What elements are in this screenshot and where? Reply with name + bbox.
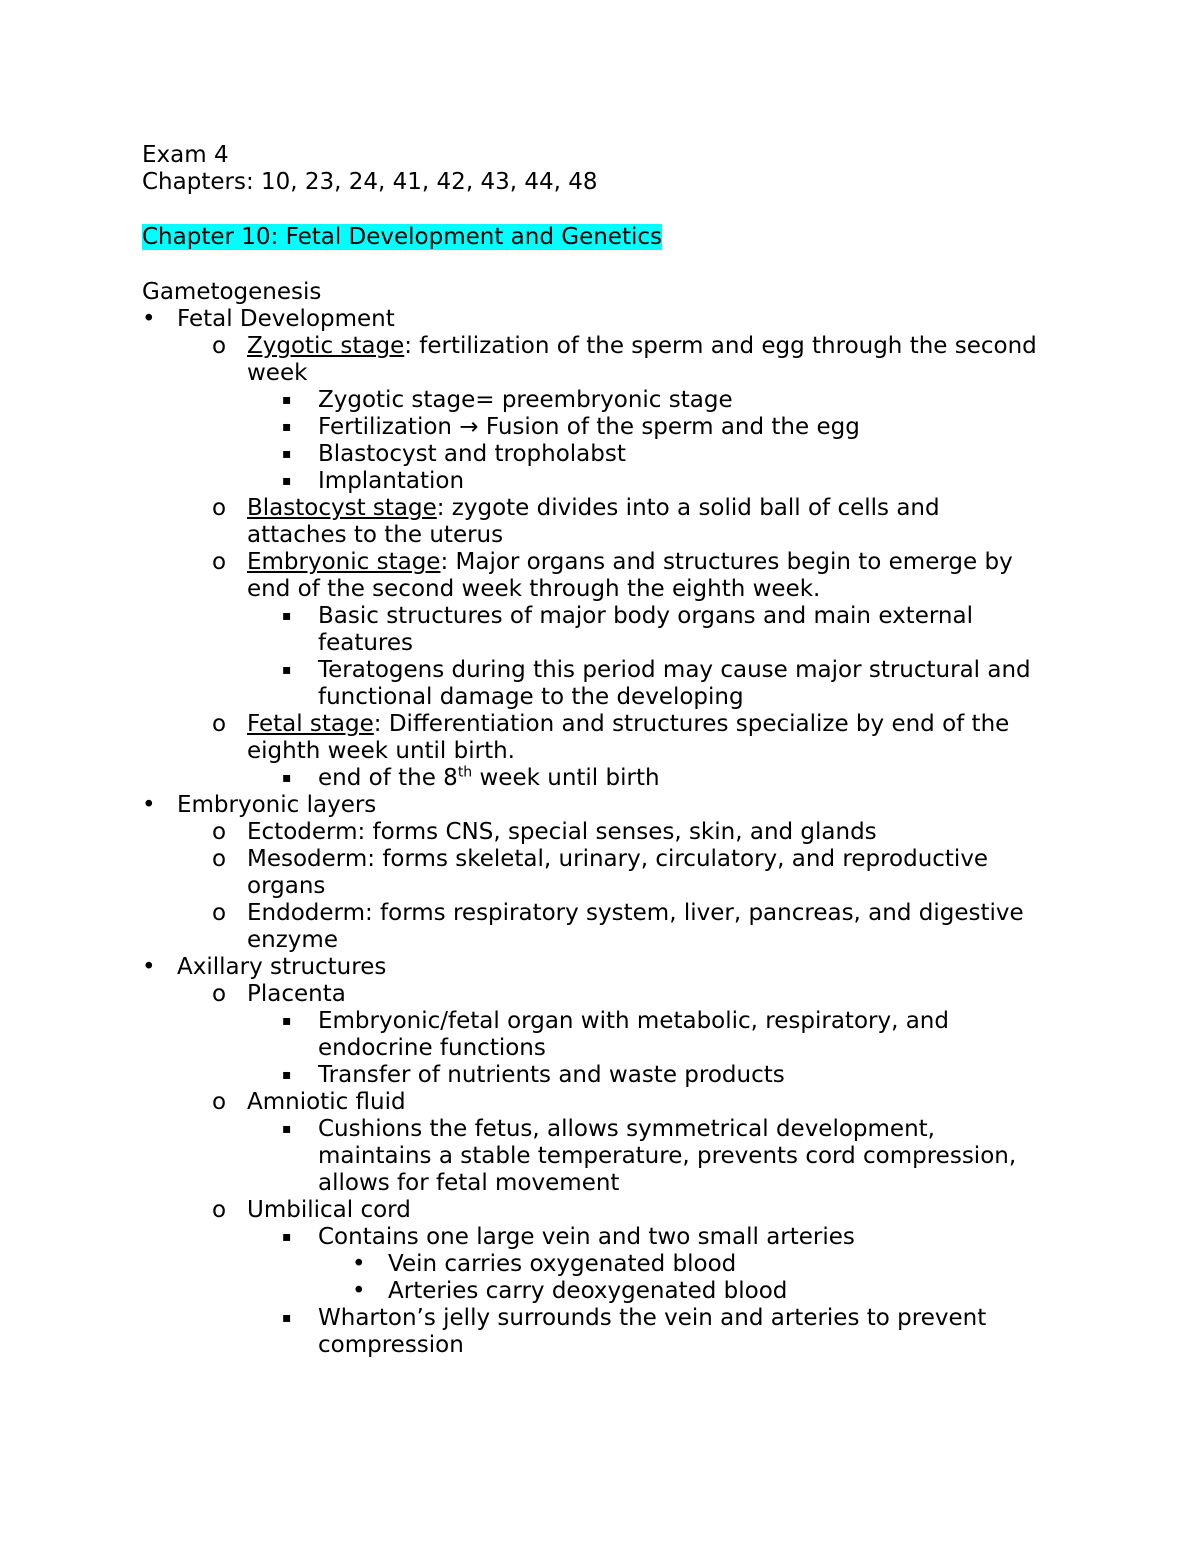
bullet-square-icon: ▪: [282, 662, 292, 678]
list-item-fetal-stage: o Fetal stage: Differentiation and structures specialize by end of the eighth week until birth.: [212, 711, 1010, 764]
list-item: ▪ Contains one large vein and two small arteries: [282, 1224, 855, 1250]
bullet-square-icon: ▪: [282, 446, 292, 462]
bullet-square-icon: ▪: [282, 1013, 292, 1029]
bullet-square-icon: ▪: [282, 473, 292, 489]
list-item: ▪ Embryonic/fetal organ with metabolic, respiratory, and endocrine functions: [282, 1008, 949, 1061]
list-item: ▪ Cushions the fetus, allows symmetrical development, maintains a stable temperature, prevents cord compression, allows for fetal movement: [282, 1116, 1017, 1196]
list-item-placenta: o Placenta: [212, 981, 346, 1007]
bullet-square-icon: ▪: [282, 1310, 292, 1326]
bullet-square-icon: ▪: [282, 770, 292, 786]
bullet-square-icon: ▪: [282, 1121, 292, 1137]
list-item-ectoderm: o Ectoderm: forms CNS, special senses, skin, and glands: [212, 819, 877, 845]
bullet-disc-icon: •: [352, 1278, 366, 1304]
bullet-square-icon: ▪: [282, 608, 292, 624]
list-item-axillary-structures: • Axillary structures: [142, 954, 387, 980]
list-item-fetal-development: • Fetal Development: [142, 306, 395, 332]
exam-title: Exam 4: [142, 142, 229, 168]
section-title: Gametogenesis: [142, 279, 322, 305]
list-item: ▪ Zygotic stage= preembryonic stage: [282, 387, 733, 413]
list-item: ▪ Basic structures of major body organs and main external features: [282, 603, 973, 656]
bullet-disc-icon: •: [142, 954, 156, 980]
bullet-circle-icon: o: [212, 1197, 227, 1223]
term-blastocyst-stage: Blastocyst stage: [247, 495, 437, 521]
term-embryonic-stage: Embryonic stage: [247, 549, 441, 575]
list-item-blastocyst-stage: o Blastocyst stage: zygote divides into a solid ball of cells and attaches to the uterus: [212, 495, 940, 548]
bullet-circle-icon: o: [212, 333, 227, 359]
bullet-square-icon: ▪: [282, 419, 292, 435]
bullet-circle-icon: o: [212, 1089, 227, 1115]
bullet-disc-icon: •: [142, 306, 156, 332]
bullet-circle-icon: o: [212, 711, 227, 737]
bullet-circle-icon: o: [212, 981, 227, 1007]
list-item: • Arteries carry deoxygenated blood: [352, 1278, 788, 1304]
chapter-heading: Chapter 10: Fetal Development and Genetics: [142, 224, 662, 250]
bullet-circle-icon: o: [212, 495, 227, 521]
bullet-disc-icon: •: [352, 1251, 366, 1277]
bullet-square-icon: ▪: [282, 1067, 292, 1083]
list-item: ▪ Teratogens during this period may cause major structural and functional damage to the developing: [282, 657, 1031, 710]
list-item-amniotic-fluid: o Amniotic fluid: [212, 1089, 406, 1115]
bullet-circle-icon: o: [212, 846, 227, 872]
document-content: [142, 142, 1062, 1359]
list-item: ▪ Blastocyst and tropholabst: [282, 441, 626, 467]
list-item: ▪ Implantation: [282, 468, 465, 494]
bullet-disc-icon: •: [142, 792, 156, 818]
list-item: ▪ Fertilization → Fusion of the sperm and the egg: [282, 414, 860, 440]
list-item-umbilical-cord: o Umbilical cord: [212, 1197, 411, 1223]
list-item: • Vein carries oxygenated blood: [352, 1251, 737, 1277]
list-item-endoderm: o Endoderm: forms respiratory system, liver, pancreas, and digestive enzyme: [212, 900, 1024, 953]
list-item-mesoderm: o Mesoderm: forms skeletal, urinary, circulatory, and reproductive organs: [212, 846, 989, 899]
arrow-right-icon: →: [459, 414, 479, 440]
term-fetal-stage: Fetal stage: [247, 711, 374, 737]
bullet-circle-icon: o: [212, 549, 227, 575]
list-item: ▪ Wharton’s jelly surrounds the vein and arteries to prevent compression: [282, 1305, 987, 1358]
bullet-square-icon: ▪: [282, 392, 292, 408]
bullet-circle-icon: o: [212, 900, 227, 926]
list-item-embryonic-stage: o Embryonic stage: Major organs and structures begin to emerge by end of the second week through the eighth week.: [212, 549, 1013, 602]
list-item: ▪ Transfer of nutrients and waste products: [282, 1062, 785, 1088]
list-item: ▪ end of the 8th week until birth: [282, 764, 660, 791]
list-item-embryonic-layers: • Embryonic layers: [142, 792, 377, 818]
list-item-zygotic-stage: o Zygotic stage: fertilization of the sperm and egg through the second week: [212, 333, 1037, 386]
bullet-circle-icon: o: [212, 819, 227, 845]
term-zygotic-stage: Zygotic stage: [247, 333, 405, 359]
chapters-list: Chapters: 10, 23, 24, 41, 42, 43, 44, 48: [142, 169, 598, 195]
bullet-square-icon: ▪: [282, 1229, 292, 1245]
